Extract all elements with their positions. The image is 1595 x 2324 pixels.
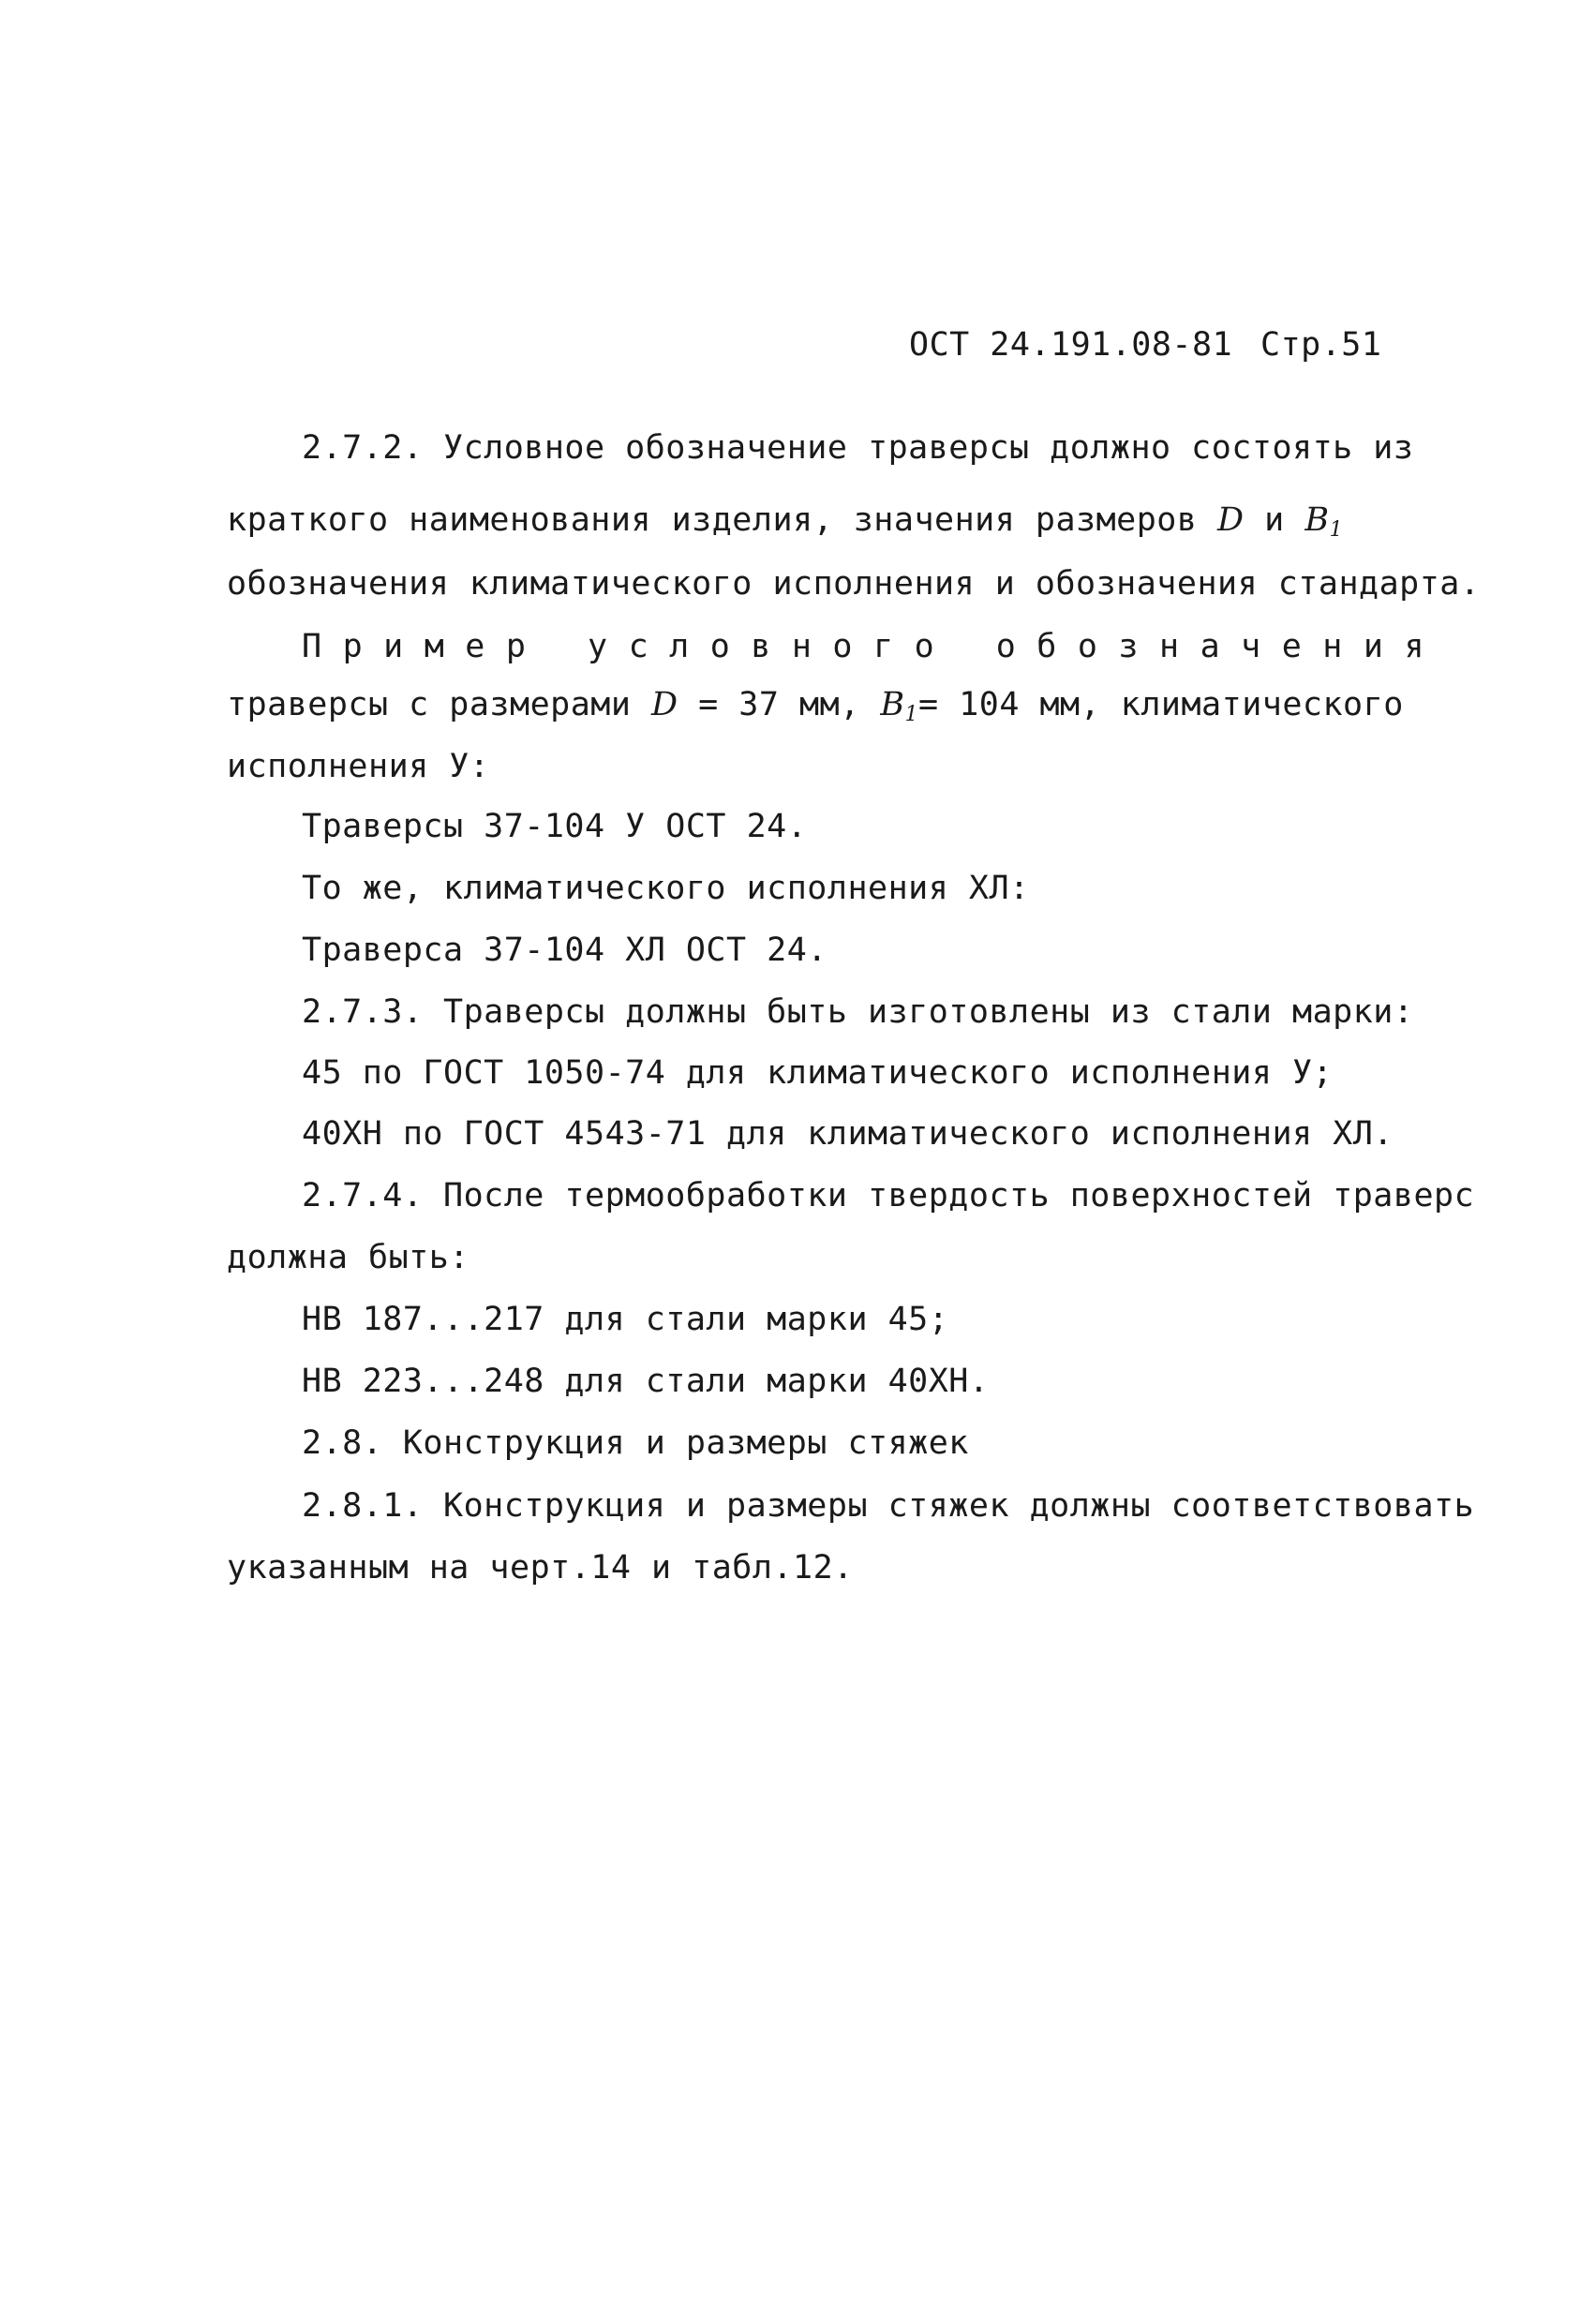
para-2-7-2-line-1: 2.7.2. Условное обозначение траверсы должно состоять из	[302, 429, 1414, 467]
example-designation-2-intro: То же, климатического исполнения ХЛ:	[302, 870, 1030, 907]
text: = 104 мм, климатического	[918, 686, 1404, 723]
section-2-8-title: 2.8. Конструкция и размеры стяжек	[302, 1424, 969, 1462]
example-designation-2: Траверса 37-104 ХЛ ОСТ 24.	[302, 931, 827, 969]
para-2-8-1-line-2: указанным на черт.14 и табл.12.	[227, 1549, 854, 1587]
para-2-7-4-line-4: НВ 223...248 для стали марки 40ХН.	[302, 1363, 990, 1400]
para-2-7-3-line-3: 40ХН по ГОСТ 4543-71 для климатического исполнения ХЛ.	[302, 1115, 1394, 1153]
doc-code: ОСТ 24.191.08-81	[909, 326, 1233, 364]
page-number: Стр.51	[1260, 326, 1382, 364]
symbol-b: B	[880, 686, 905, 723]
text: краткого наименования изделия, значения размеров	[227, 501, 1198, 539]
example-line-2	[227, 686, 1404, 734]
para-2-7-4-line-3: НВ 187...217 для стали марки 45;	[302, 1301, 949, 1338]
symbol-d: D	[1217, 501, 1245, 539]
para-2-7-2-line-3: обозначения климатического исполнения и обозначения стандарта.	[227, 565, 1481, 603]
example-designation-1: Траверсы 37-104 У ОСТ 24.	[302, 808, 808, 845]
para-2-7-4-line-2: должна быть:	[227, 1239, 470, 1276]
subscript-1: 1	[904, 703, 919, 726]
text-and: и	[1264, 501, 1285, 539]
para-2-8-1-line-1: 2.8.1. Конструкция и размеры стяжек должны соответствовать	[302, 1487, 1475, 1525]
para-2-7-2-line-2	[227, 501, 1343, 549]
text: траверсы с размерами	[227, 686, 632, 723]
para-2-7-3-line-2: 45 по ГОСТ 1050-74 для климатического исполнения У;	[302, 1054, 1334, 1092]
symbol-d: D	[651, 686, 678, 723]
subscript-1: 1	[1329, 518, 1344, 542]
text: = 37 мм,	[698, 686, 860, 723]
para-2-7-4-line-1: 2.7.4. После термообработки твердость поверхностей траверс	[302, 1177, 1475, 1214]
para-2-7-3-line-1: 2.7.3. Траверсы должны быть изготовлены из стали марки:	[302, 993, 1414, 1031]
example-line-3: исполнения У:	[227, 748, 490, 785]
symbol-b: B	[1304, 501, 1330, 539]
example-heading: Пример условного обозначения	[302, 628, 1446, 665]
